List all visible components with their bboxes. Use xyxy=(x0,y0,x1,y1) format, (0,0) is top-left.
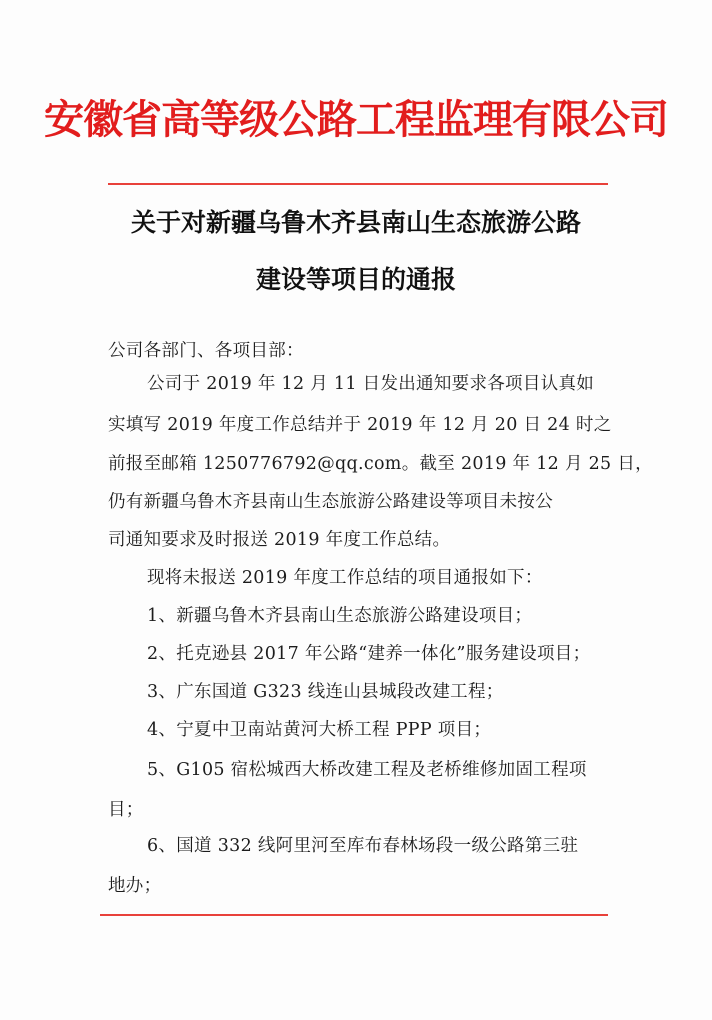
list-item: 5、G105 宿松城西大桥改建工程及老桥维修加固工程项 xyxy=(147,760,587,780)
list-item: 4、宁夏中卫南站黄河大桥工程 PPP 项目； xyxy=(147,720,492,740)
paragraph-line: 司通知要求及时报送 2019 年度工作总结。 xyxy=(108,530,451,550)
paragraph-line: 仍有新疆乌鲁木齐县南山生态旅游公路建设等项目未按公 xyxy=(108,492,553,512)
letterhead-top-rule xyxy=(108,183,608,185)
list-item-continuation: 目； xyxy=(108,800,144,820)
list-item: 2、托克逊县 2017 年公路“建养一体化”服务建设项目； xyxy=(147,644,591,664)
list-item-continuation: 地办； xyxy=(108,876,162,896)
footer-rule xyxy=(100,914,608,916)
paragraph-line: 公司于 2019 年 12 月 11 日发出通知要求各项目认真如 xyxy=(147,374,595,394)
notice-title-line-1: 关于对新疆乌鲁木齐县南山生态旅游公路 xyxy=(130,208,581,237)
list-item: 1、新疆乌鲁木齐县南山生态旅游公路建设项目； xyxy=(147,606,533,626)
list-intro: 现将未报送 2019 年度工作总结的项目通报如下： xyxy=(147,568,543,588)
paragraph-line: 实填写 2019 年度工作总结并于 2019 年 12 月 20 日 24 时之 xyxy=(108,415,612,435)
salutation: 公司各部门、各项目部： xyxy=(108,341,304,361)
notice-title-line-2: 建设等项目的通报 xyxy=(255,265,456,294)
organization-letterhead: 安徽省高等级公路工程监理有限公司 xyxy=(44,96,668,143)
paragraph-line: 前报至邮箱 1250776792@qq.com。截至 2019 年 12 月 25 日， xyxy=(108,454,653,474)
list-item: 3、广东国道 G323 线连山县城段改建工程； xyxy=(147,682,504,702)
list-item: 6、国道 332 线阿里河至库布春林场段一级公路第三驻 xyxy=(147,836,579,856)
